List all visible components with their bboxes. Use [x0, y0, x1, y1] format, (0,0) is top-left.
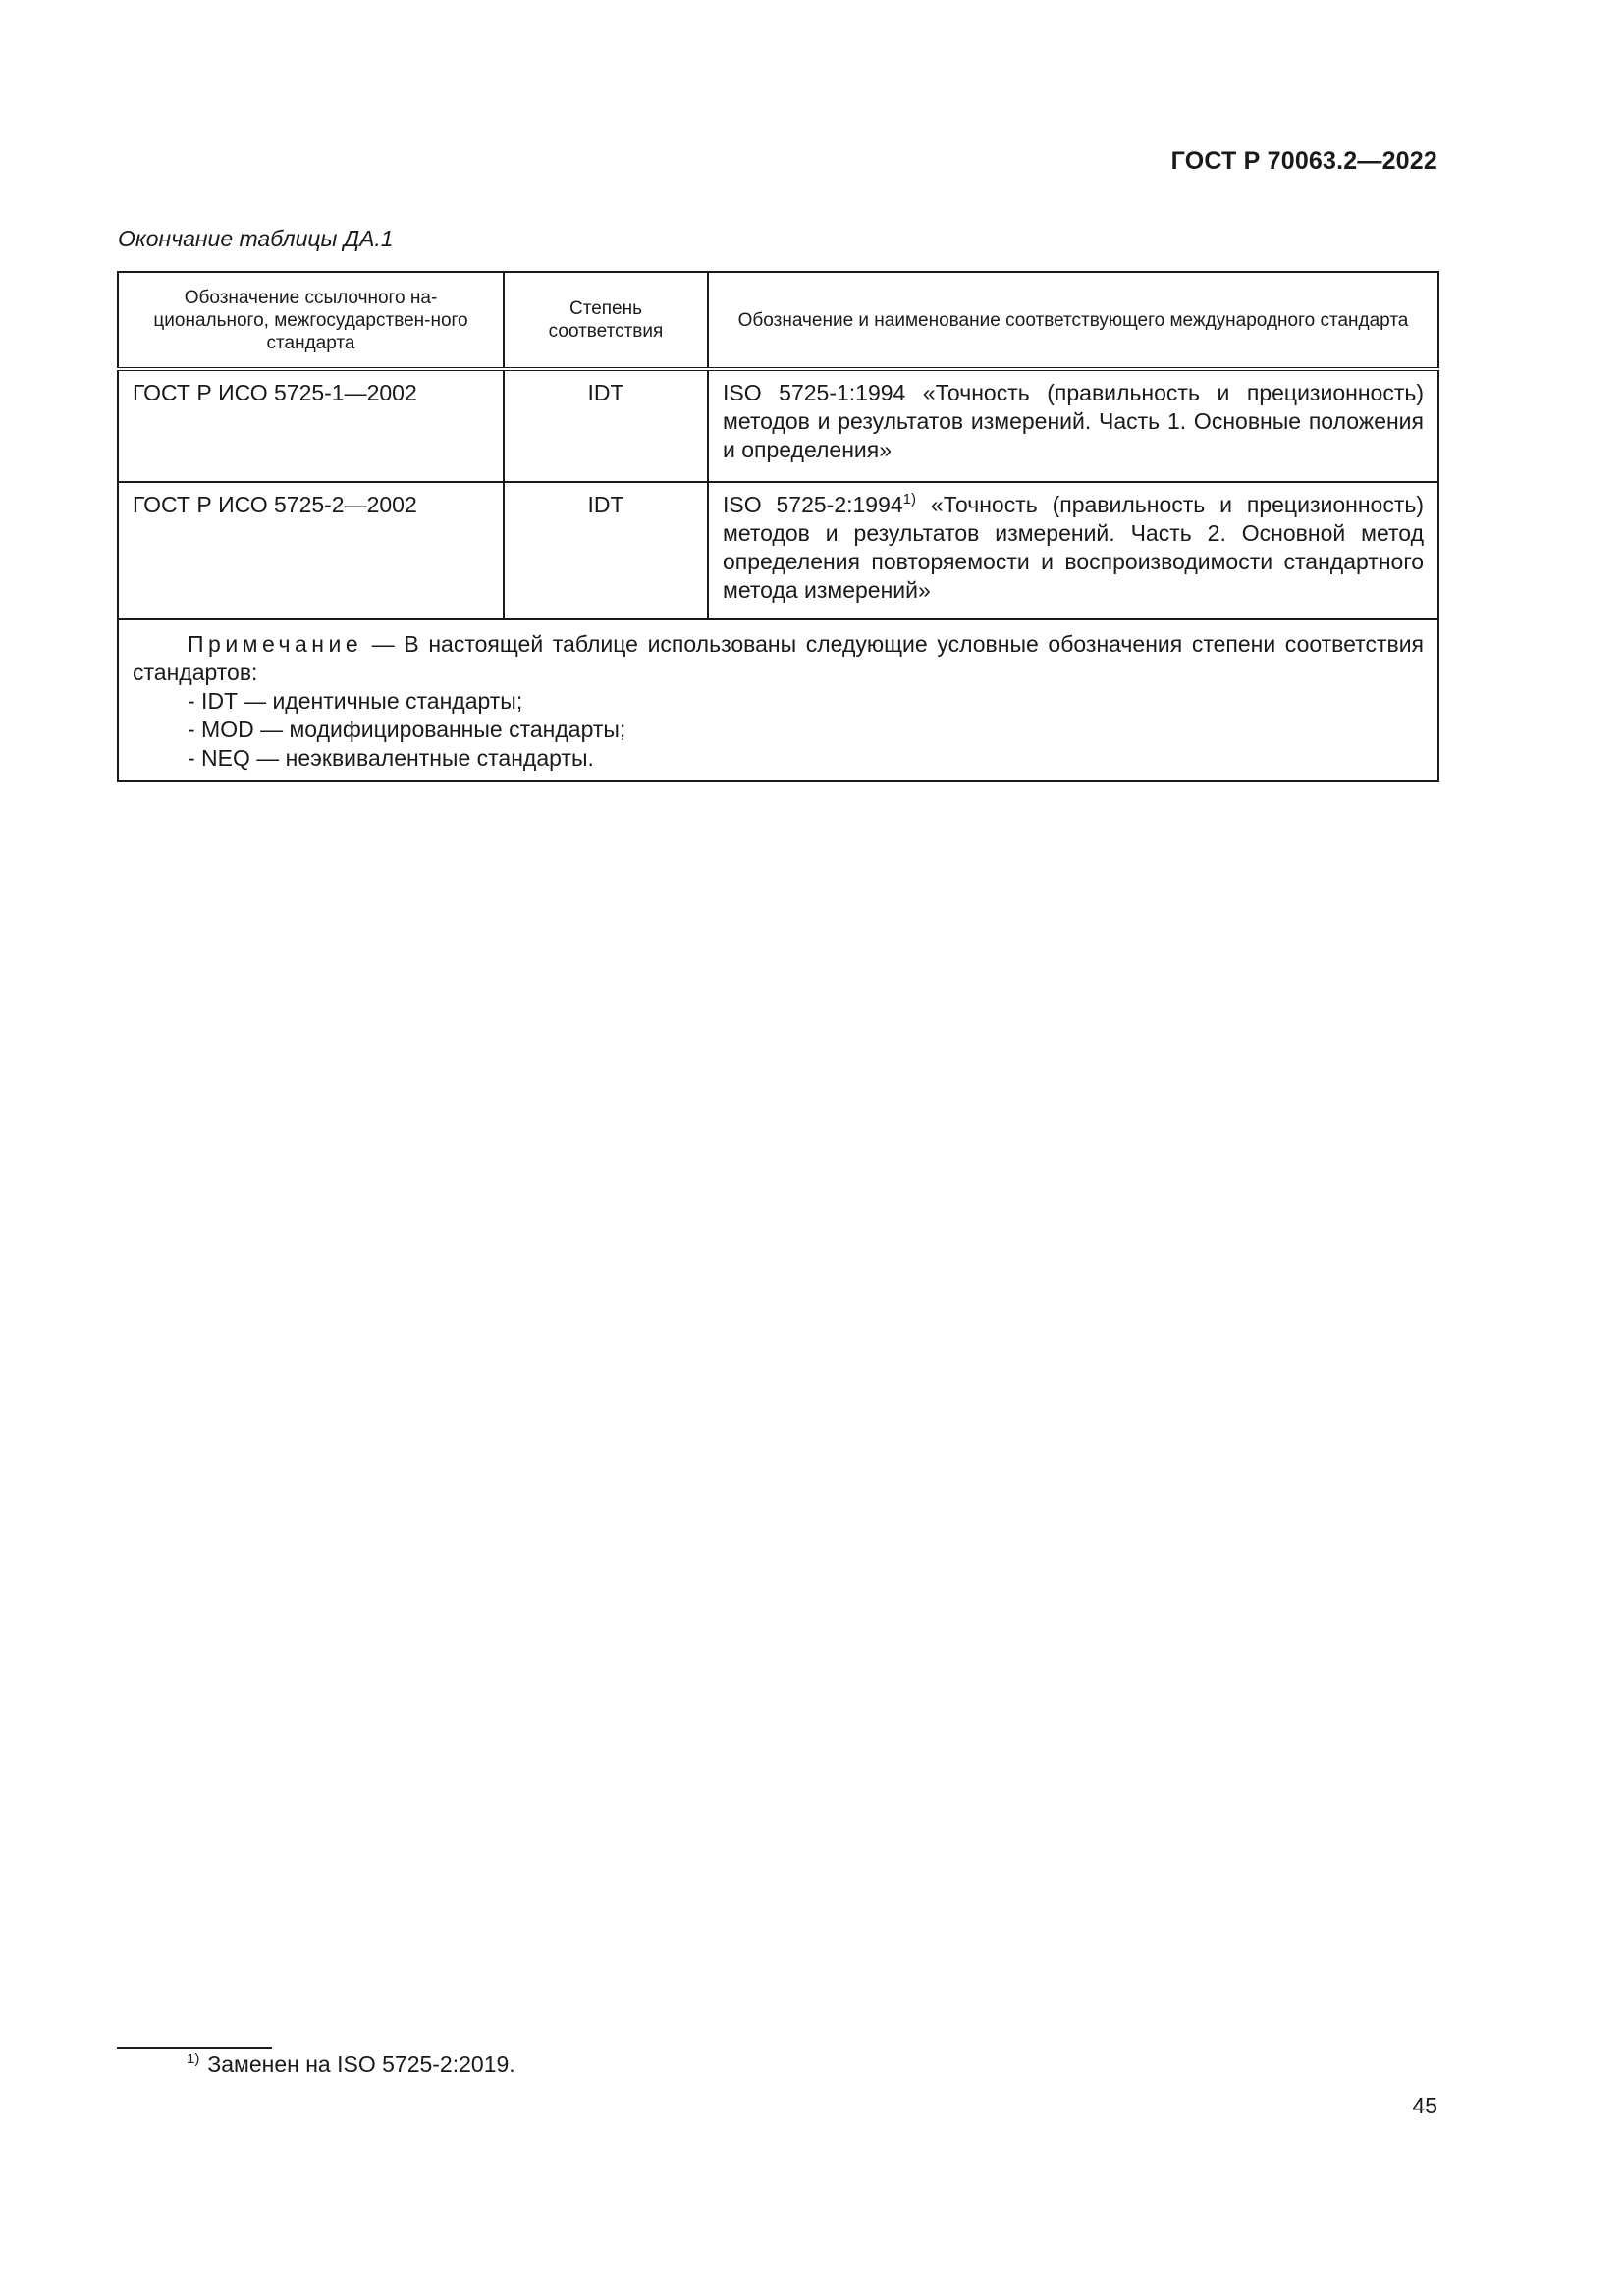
note-item-idt: - IDT — идентичные стандарты;: [188, 688, 523, 714]
table-header-row: [118, 272, 1438, 369]
note-paragraph: [133, 630, 1424, 687]
footnote-text: Заменен на ISO 5725-2:2019.: [207, 2052, 515, 2077]
note-cell: [118, 619, 1438, 781]
national-standard-cell: ГОСТ Р ИСО 5725-1—2002: [118, 369, 504, 482]
intl-code: ISO 5725-2:1994: [723, 492, 903, 517]
page-number: 45: [1412, 2093, 1437, 2118]
header-national-standard: Обозначение ссылочного на-ционального, межгосударствен-ного стандарта: [118, 272, 504, 369]
note-item-neq: - NEQ — неэквивалентные стандарты.: [188, 745, 594, 771]
international-standard-cell: [708, 482, 1438, 619]
standards-table: [117, 271, 1439, 782]
international-standard-cell: [708, 369, 1438, 482]
header-international-standard: Обозначение и наименование соответствующего международного стандарта: [708, 272, 1438, 369]
national-standard-cell: ГОСТ Р ИСО 5725-2—2002: [118, 482, 504, 619]
header-degree: Степень соответствия: [504, 272, 708, 369]
document-code: ГОСТ Р 70063.2—2022: [1170, 147, 1437, 175]
footnote-marker: 1): [902, 491, 917, 507]
intl-title: «Точность (правильность и прецизионность) методов и результатов измерений. Часть 1. Основные положения и определения»: [723, 380, 1424, 462]
degree-cell: IDT: [504, 369, 708, 482]
intl-code: ISO 5725-1:1994: [723, 380, 906, 405]
table-caption: Окончание таблицы ДА.1: [118, 226, 394, 251]
footnote: [187, 2052, 515, 2078]
degree-cell: IDT: [504, 482, 708, 619]
note-row: [118, 619, 1438, 781]
table-row: [118, 369, 1438, 482]
table-row: [118, 482, 1438, 619]
footnote-mark: 1): [187, 2051, 200, 2067]
note-item-mod: - MOD — модифицированные стандарты;: [188, 717, 626, 742]
intl-title: «Точность (правильность и прецизионность) методов и результатов измерений. Часть 2. Основной метод определения повторяемости и воспроизводимости стандартного метода измерений»: [723, 492, 1425, 603]
note-text: — В настоящей таблице использованы следующие условные обозначения степени соответствия стандартов:: [133, 631, 1424, 685]
footnote-divider: [117, 2047, 272, 2049]
note-label: Примечание: [188, 631, 363, 657]
